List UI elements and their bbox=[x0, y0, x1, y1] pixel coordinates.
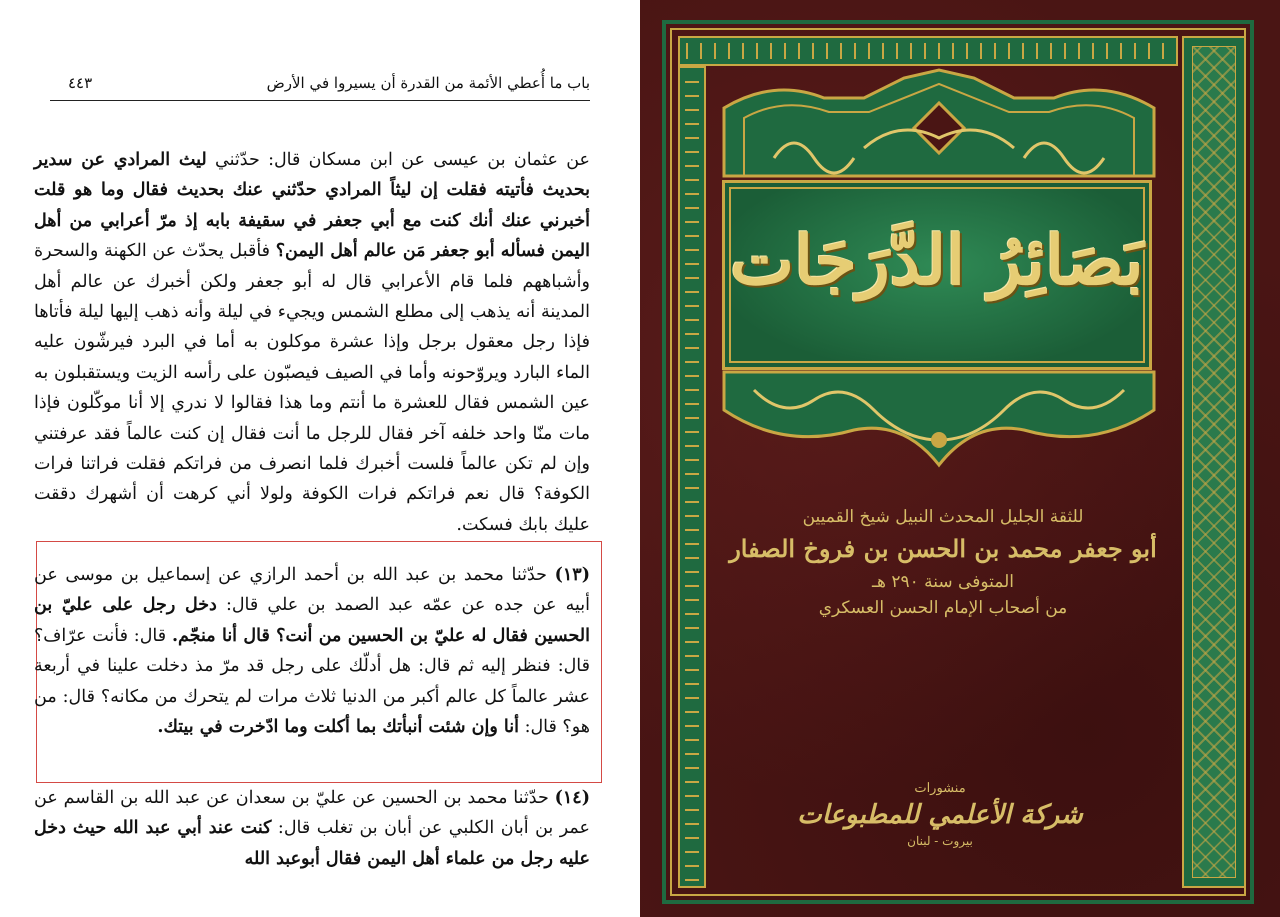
text-span: عن عثمان بن عيسى عن ابن مسكان قال: حدّثني bbox=[206, 150, 590, 170]
title-panel bbox=[722, 180, 1152, 370]
hadith-number: (١٣) bbox=[554, 565, 590, 585]
author-name: أبو جعفر محمد بن الحسن بن فروخ الصفار bbox=[729, 534, 1157, 563]
bold-span: مَن عالم أهل اليمن؟ bbox=[275, 241, 432, 262]
bold-span: من أنت؟ قال أنا منجّم. bbox=[171, 625, 348, 646]
text-span: حدّثنا محمد بن عبد الله بن أحمد الرازي عن إسماعيل بن موسى عن أبيه عن جده عن عمّه عبد الصمد بن علي قال: bbox=[34, 565, 590, 616]
arabesque-bottom-ornament bbox=[714, 370, 1164, 470]
bold-span: فقال له عليّ بن الحسين bbox=[347, 625, 535, 646]
paragraph-hadith-13 bbox=[34, 560, 590, 742]
page-number: ٤٤٣ bbox=[68, 74, 93, 92]
author-death-year: المتوفى سنة ٢٩٠ هـ bbox=[871, 572, 1014, 592]
book-cover bbox=[640, 0, 1280, 917]
publisher-block bbox=[790, 780, 1090, 850]
publisher-city: بيروت - لبنان bbox=[907, 834, 973, 848]
book-page bbox=[0, 0, 628, 917]
paragraph-hadith-12 bbox=[34, 145, 590, 540]
author-block bbox=[708, 505, 1178, 621]
bold-span: أنا وإن شئت أنبأتك بما أكلت وما ادّخرت في بيتك. bbox=[157, 717, 519, 738]
bold-span: في سقيفة بابه إذ مرّ أعرابي من أهل اليمن فسأله أبو جعفر bbox=[34, 210, 590, 262]
running-title: باب ما أُعطي الأئمة من القدرة أن يسيروا في الأرض bbox=[266, 74, 590, 92]
bold-span: ليث المرادي عن سدير بحديث فأتيته فقلت إن ليثاً المرادي حدّثني عنك بحديث فقال وما هو قلت أخبرني عنك أنك كنت مع أبي جعفر bbox=[34, 150, 590, 231]
bold-span: حيث دخل عليه رجل من علماء أهل اليمن فقال أبوعبد الله bbox=[34, 818, 590, 869]
running-head bbox=[50, 70, 590, 101]
right-ornament-band bbox=[1182, 36, 1246, 888]
publisher-name: شركة الأعلمي للمطبوعات bbox=[797, 800, 1083, 830]
text-span: حدّثنا محمد بن الحسين عن عليّ بن سعدان عن عبد الله بن القاسم عن عمر بن أبان الكلبي عن أبان بن تغلب قال: bbox=[34, 788, 590, 839]
top-ornament-band bbox=[678, 36, 1178, 66]
book-title: بَصَائِرُ الدَّرَجَات bbox=[730, 221, 1144, 301]
paragraph-hadith-14 bbox=[34, 783, 590, 874]
hadith-number: (١٤) bbox=[554, 788, 590, 808]
publisher-label: منشورات bbox=[914, 781, 966, 796]
bold-span: كنت عند أبي عبد الله bbox=[113, 818, 272, 839]
author-epithet: للثقة الجليل المحدث النبيل شيخ القميين bbox=[802, 507, 1084, 527]
author-affiliation: من أصحاب الإمام الحسن العسكري bbox=[818, 598, 1068, 618]
left-ornament-band bbox=[678, 66, 706, 888]
arabesque-top-ornament bbox=[714, 68, 1164, 178]
text-span: قال: فأنت عرّاف؟ قال: فنظر إليه ثم قال: هل أدلّك على رجل قد مرّ مذ دخلت علينا في أربعة عشر عالماً كل عالم أكبر من الدنيا ثلاث مرات لم يتحرك من مكانه؟ قال: من هو؟ قال: bbox=[34, 625, 590, 738]
text-span: فأقبل يحدّث عن الكهنة والسحرة وأشباههم فلما قام الأعرابي قال له أبو جعفر ولكن أخبرك عن عالم أهل المدينة أنه يذهب إلى مطلع الشمس ويجيء في ليلة وأنه ذهب إليها ليلة فأتاها فإذا رجل معقول برجل وإذا عشرة موكلون به أما في البرد فيرشّون عليه الماء البارد ويروّحونه وأما في الصيف فيصبّون على رأسه الزيت ويستقبلون به عين الشمس فقال للعشرة ما أنتم وما هذا فقالوا لا ندري إلا أنا موكّلون فإذا مات منّا واحد خلفه آخر فقال للرجل ما أنت فقال إن كنت عالماً فقد عرفتني وإن لم تكن عالماً فلست أخبرك فلما انصرف من فراتكم فقلت فراتنا فرات الكوفة؟ قال نعم فراتكم فرات الكوفة ولولا أني كرهت أن أشهرك دققت عليك بابك فسكت. bbox=[34, 241, 590, 535]
bold-span: دخل رجل على عليّ بن الحسين bbox=[34, 595, 590, 646]
